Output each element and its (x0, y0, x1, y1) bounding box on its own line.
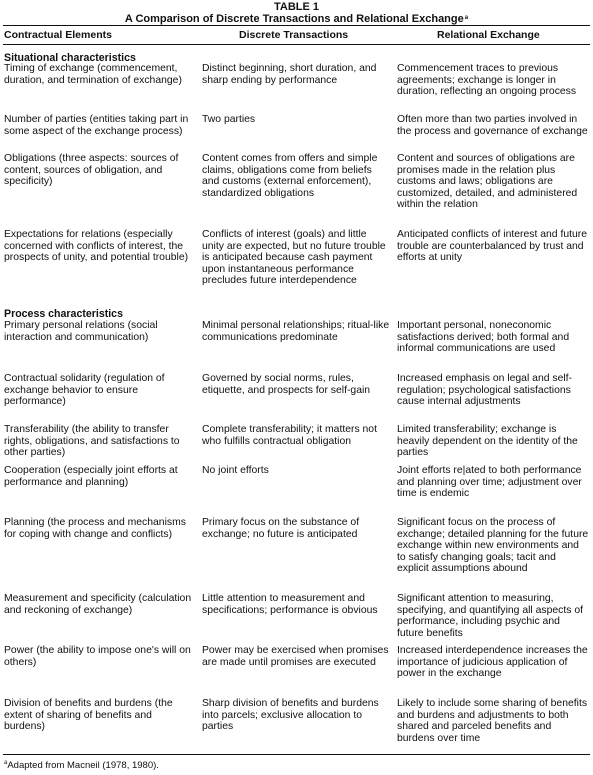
row-parties-discrete: Two parties (202, 114, 256, 125)
header-discrete-transactions: Discrete Transactions (239, 29, 349, 41)
row-power-relational: Increased interdependence increases the importance of judicious application of power in the exchange (397, 645, 588, 679)
row-obligations-element: Obligations (three aspects: sources of content, sources of obligation, and specificity) (4, 153, 179, 187)
row-planning-discrete: Primary focus on the substance of exchange; no future is anticipated (202, 517, 360, 540)
section-title-process: Process characteristics (4, 308, 123, 320)
row-cooperation-element: Cooperation (especially joint efforts at performance and planning) (4, 465, 178, 488)
row-timing-element: Timing of exchange (commencement, duration, and termination of exchange) (4, 63, 182, 86)
header-contractual-elements: Contractual Elements (4, 29, 112, 41)
row-personal-relations-element: Primary personal relations (social interaction and communication) (4, 320, 158, 343)
row-measurement-element: Measurement and specificity (calculation and reckoning of exchange) (4, 593, 192, 616)
row-obligations-relational: Content and sources of obligations are promises made in the relation plus customs and laws; obligations are customized, detailed, and administered within the relation (397, 153, 578, 210)
row-division-discrete: Sharp division of benefits and burdens into parcels; exclusive allocation to parties (202, 698, 379, 732)
title-footnote-marker: a (464, 15, 469, 21)
row-expectations-discrete: Conflicts of interest (goals) and little unity are expected, but no future trouble is anticipated because cash payment upon instantaneous performance precludes future interdependence (202, 229, 386, 286)
row-transferability-discrete: Complete transferability; it matters not who fulfills contractual obligation (202, 424, 377, 447)
row-solidarity-discrete: Governed by social norms, rules, etiquette, and prospects for self-gain (202, 373, 371, 396)
row-timing-relational: Commencement traces to previous agreements; exchange is longer in duration, reflecting an ongoing process (397, 63, 577, 97)
row-parties-element: Number of parties (entities taking part in some aspect of the exchange process) (4, 114, 189, 137)
row-power-discrete: Power may be exercised when promises are made until promises are executed (202, 645, 389, 668)
row-obligations-discrete: Content comes from offers and simple claims, obligations come from beliefs and customs (external enforcement), standardized obligations (202, 153, 378, 199)
row-transferability-element: Transferability (the ability to transfer rights, obligations, and satisfactions to other parties) (4, 424, 180, 458)
row-power-element: Power (the ability to impose one's will on others) (4, 645, 191, 668)
header-rule (3, 44, 590, 45)
row-planning-relational: Significant focus on the process of exchange; detailed planning for the future exchange within new environments and to satisfy changing goals; tacit and explicit assumptions abound (397, 517, 589, 574)
table-page (3, 0, 590, 775)
table-title-block (3, 1, 590, 25)
footnote-text: Adapted from Macneil (1978, 1980). (7, 760, 159, 771)
section-title-situational: Situational characteristics (4, 52, 136, 64)
row-cooperation-relational: Joint efforts re|ated to both performance and planning over time; adjustment over time is endemic (397, 465, 582, 499)
row-transferability-relational: Limited transferability; exchange is heavily dependent on the identity of the parties (397, 424, 578, 458)
row-solidarity-element: Contractual solidarity (regulation of exchange behavior to ensure performance) (4, 373, 165, 407)
row-personal-relations-relational: Important personal, noneconomic satisfactions derived; both formal and informal communications are used (397, 320, 570, 354)
table-title (3, 13, 590, 25)
row-planning-element: Planning (the process and mechanisms for coping with change and conflicts) (4, 517, 186, 540)
header-relational-exchange: Relational Exchange (437, 29, 540, 41)
row-expectations-relational: Anticipated conflicts of interest and future trouble are counterbalanced by trust and efforts at unity (397, 229, 588, 263)
row-division-element: Division of benefits and burdens (the extent of sharing of benefits and burdens) (4, 698, 173, 732)
row-parties-relational: Often more than two parties involved in the process and governance of exchange (397, 114, 588, 137)
table-title-text: A Comparison of Discrete Transactions and Relational Exchange (124, 13, 464, 25)
row-measurement-relational: Significant attention to measuring, specifying, and quantifying all aspects of performance, including psychic and future benefits (397, 593, 583, 639)
bottom-rule (3, 754, 590, 755)
row-expectations-element: Expectations for relations (especially concerned with conflicts of interest, the prospects of unity, and potential trouble) (4, 229, 189, 263)
table-footnote (4, 760, 159, 771)
table-label: TABLE 1 (273, 1, 320, 13)
row-personal-relations-discrete: Minimal personal relationships; ritual-like communications predominate (202, 320, 390, 343)
footnote-marker: a (4, 760, 8, 766)
row-cooperation-discrete: No joint efforts (202, 465, 269, 476)
row-measurement-discrete: Little attention to measurement and specifications; performance is obvious (202, 593, 378, 616)
top-rule (3, 25, 590, 26)
row-timing-discrete: Distinct beginning, short duration, and sharp ending by performance (202, 63, 377, 86)
row-division-relational: Likely to include some sharing of benefits and burdens and adjustments to both shared and parceled benefits and burdens over time (397, 698, 588, 744)
row-solidarity-relational: Increased emphasis on legal and self-regulation; psychological satisfactions cause internal adjustments (397, 373, 573, 407)
